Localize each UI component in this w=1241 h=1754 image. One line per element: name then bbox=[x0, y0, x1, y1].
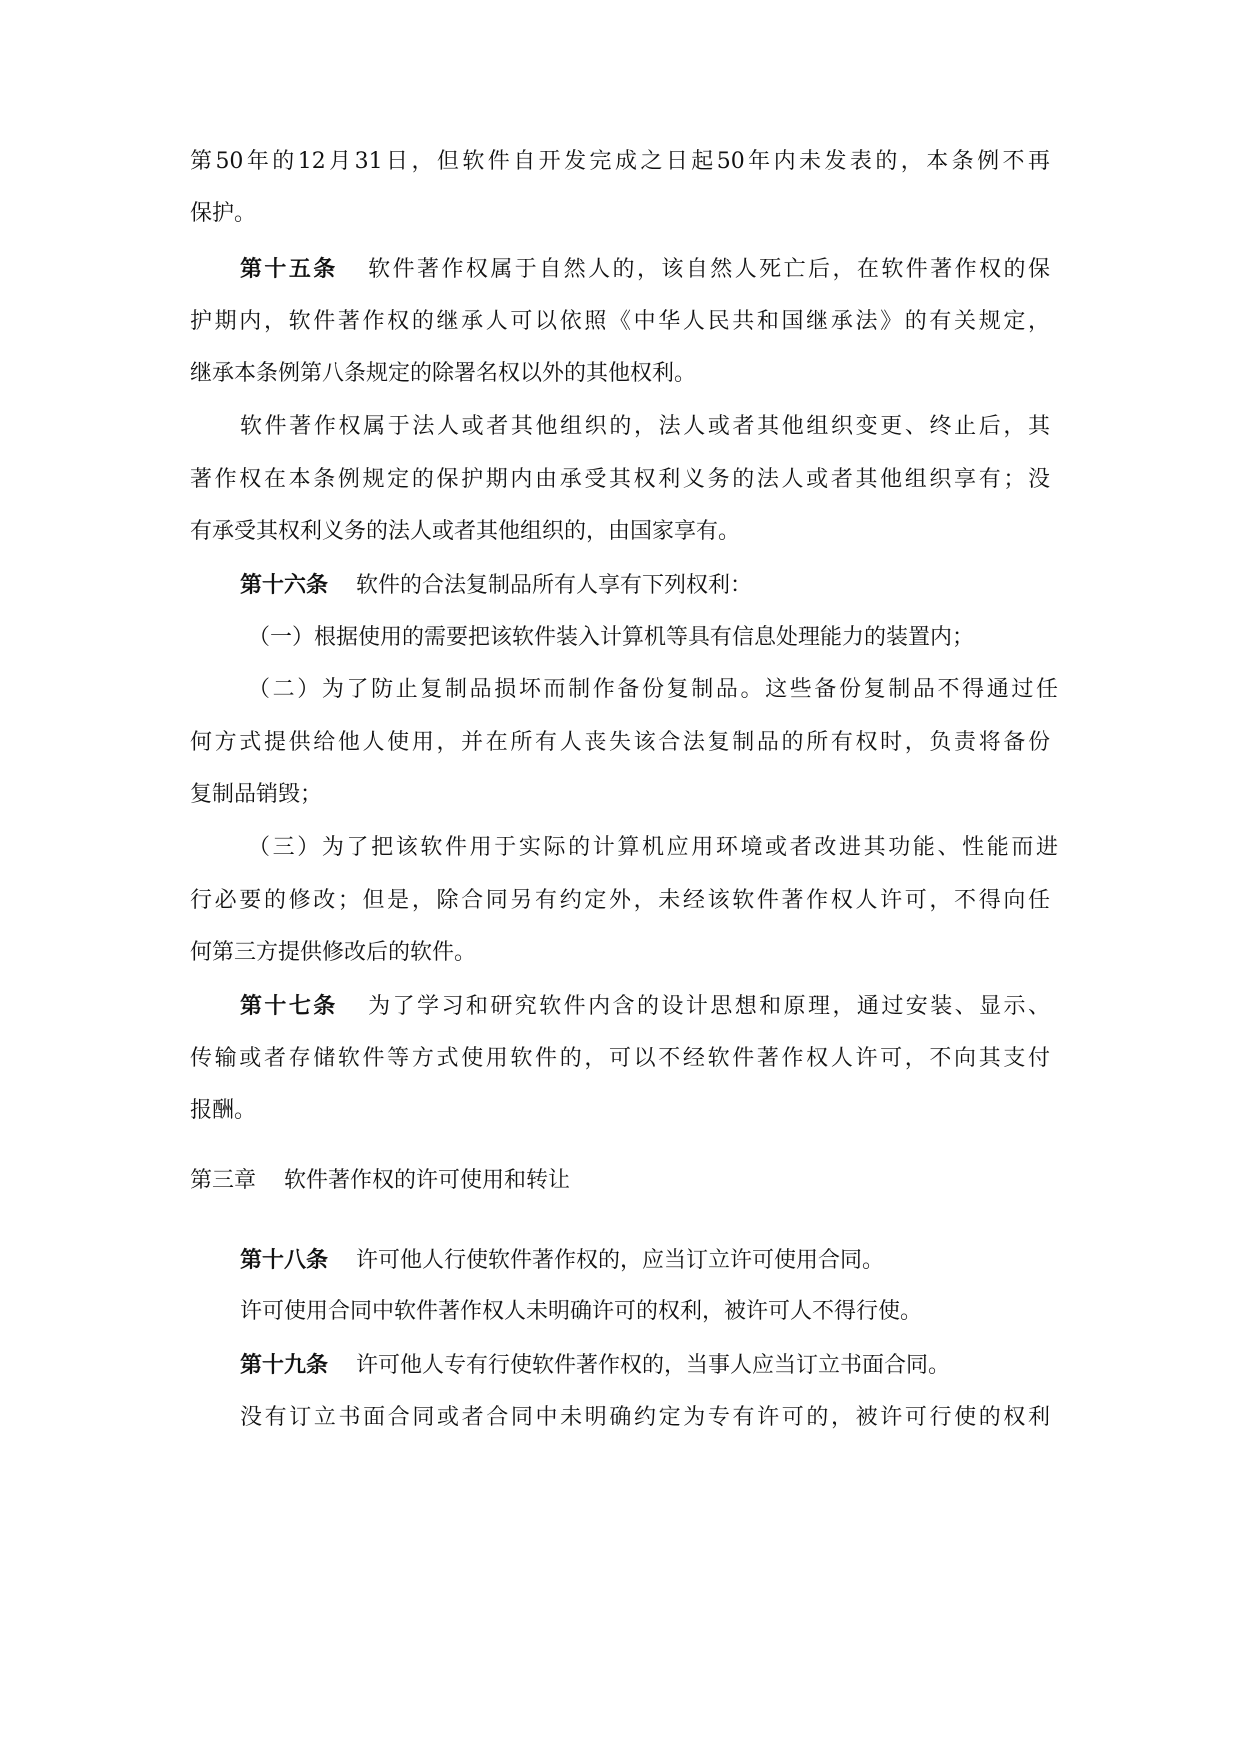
text-line bbox=[190, 729, 1050, 757]
text-line bbox=[240, 1404, 1050, 1432]
article-number: 第十六条 bbox=[240, 572, 329, 598]
article-number: 第十八条 bbox=[240, 1247, 329, 1273]
list-item bbox=[248, 834, 1058, 862]
chapter-title: 软件著作权的许可使用和转让 bbox=[284, 1168, 571, 1193]
chapter-number: 第三章 bbox=[190, 1168, 257, 1193]
article-17-line bbox=[240, 992, 1050, 1021]
line-text: （二）为了防止复制品损坏而制作备份复制品。这些备份复制品不得通过任 bbox=[248, 677, 1058, 702]
line-text: 保护。 bbox=[190, 201, 257, 226]
text-line bbox=[190, 200, 256, 228]
text-line bbox=[190, 148, 1050, 176]
line-text: 何方式提供给他人使用，并在所有人丧失该合法复制品的所有权时，负责将备份 bbox=[190, 730, 1050, 755]
line-text: 有承受其权利义务的法人或者其他组织的，由国家享有。 bbox=[190, 519, 741, 544]
list-item bbox=[248, 676, 1058, 704]
line-text: （一）根据使用的需要把该软件装入计算机等具有信息处理能力的装置内； bbox=[248, 625, 975, 650]
line-text: 第50年的12月31日，但软件自开发完成之日起50年内未发表的，本条例不再 bbox=[190, 149, 1050, 174]
line-text: 著作权在本条例规定的保护期内由承受其权利义务的法人或者其他组织享有；没 bbox=[190, 467, 1050, 492]
line-text: 许可他人行使软件著作权的，应当订立许可使用合同。 bbox=[356, 1248, 885, 1273]
text-line bbox=[190, 781, 322, 809]
text-line bbox=[240, 1298, 922, 1326]
line-text: 软件著作权属于法人或者其他组织的，法人或者其他组织变更、终止后，其 bbox=[240, 414, 1050, 439]
article-16-line bbox=[240, 571, 752, 600]
article-number: 第十九条 bbox=[240, 1352, 329, 1378]
line-text: 报酬。 bbox=[190, 1098, 257, 1123]
text-line bbox=[190, 887, 1050, 915]
article-number: 第十五条 bbox=[240, 256, 338, 282]
article-number: 第十七条 bbox=[240, 993, 338, 1019]
line-text: 没有订立书面合同或者合同中未明确约定为专有许可的，被许可行使的权利 bbox=[240, 1405, 1050, 1430]
line-text: 继承本条例第八条规定的除署名权以外的其他权利。 bbox=[190, 361, 697, 386]
chapter-heading bbox=[190, 1167, 570, 1195]
text-line bbox=[190, 1097, 256, 1125]
list-item bbox=[248, 624, 974, 652]
text-line bbox=[190, 1045, 1050, 1073]
article-18-line bbox=[240, 1246, 884, 1275]
line-text: 软件的合法复制品所有人享有下列权利： bbox=[356, 573, 753, 598]
line-text: （三）为了把该软件用于实际的计算机应用环境或者改进其功能、性能而进 bbox=[248, 835, 1058, 860]
line-text: 传输或者存储软件等方式使用软件的，可以不经软件著作权人许可，不向其支付 bbox=[190, 1046, 1050, 1071]
line-text: 许可使用合同中软件著作权人未明确许可的权利，被许可人不得行使。 bbox=[240, 1299, 923, 1324]
text-line bbox=[190, 308, 1050, 336]
line-text: 护期内，软件著作权的继承人可以依照《中华人民共和国继承法》的有关规定， bbox=[190, 309, 1050, 334]
line-text: 行必要的修改；但是，除合同另有约定外，未经该软件著作权人许可，不得向任 bbox=[190, 888, 1050, 913]
article-19-line bbox=[240, 1351, 950, 1380]
line-text: 许可他人专有行使软件著作权的，当事人应当订立书面合同。 bbox=[356, 1353, 951, 1378]
text-line bbox=[190, 360, 696, 388]
line-text: 为了学习和研究软件内含的设计思想和原理，通过安装、显示、 bbox=[365, 994, 1050, 1019]
line-text: 复制品销毁； bbox=[190, 782, 323, 807]
article-15-line bbox=[240, 255, 1050, 284]
text-line bbox=[240, 413, 1050, 441]
line-text: 何第三方提供修改后的软件。 bbox=[190, 940, 477, 965]
line-text: 软件著作权属于自然人的，该自然人死亡后，在软件著作权的保 bbox=[365, 257, 1050, 282]
text-line bbox=[190, 518, 740, 546]
text-line bbox=[190, 939, 476, 967]
text-line bbox=[190, 466, 1050, 494]
